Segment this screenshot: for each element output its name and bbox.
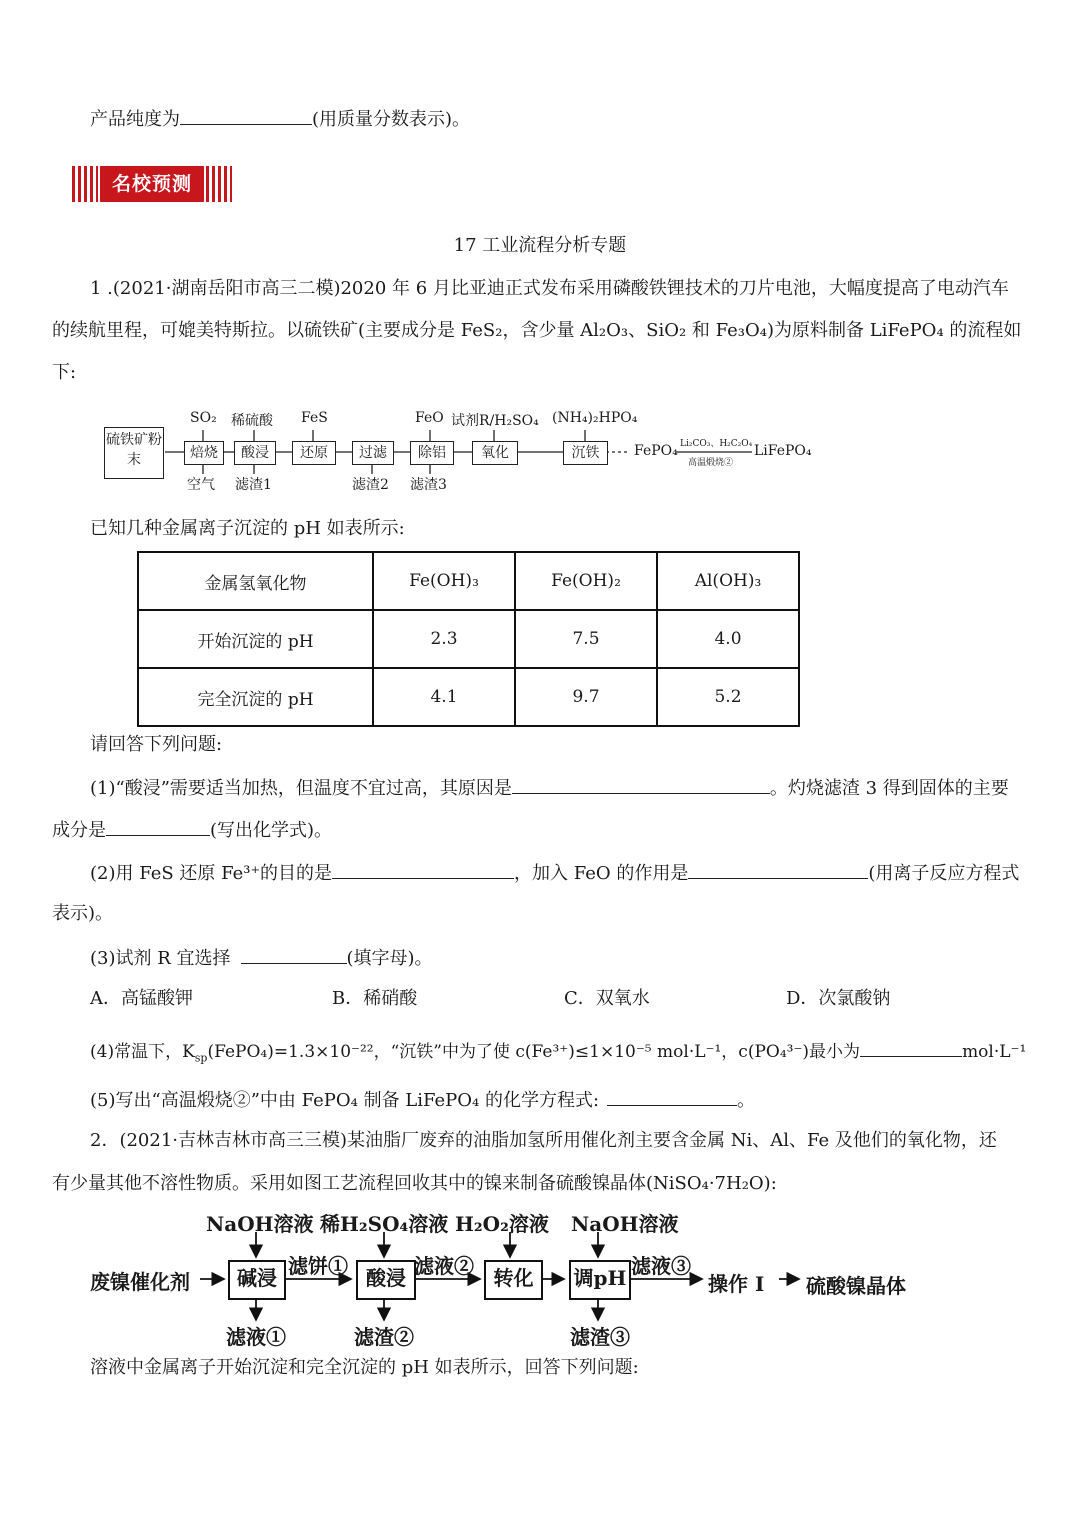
table-header: Fe(OH)₃ bbox=[373, 552, 515, 610]
q1-intro-line2: 的续航里程，可媲美特斯拉。以硫铁矿(主要成分是 FeS₂，含少量 Al₂O₃、SiO₂ 和 Fe₃O₄)为原料制备 LiFePO₄ 的流程如 bbox=[52, 320, 1022, 341]
flow-input-so2: SO₂ bbox=[190, 410, 217, 426]
sub4-unit: mol·L⁻¹ bbox=[962, 1042, 1027, 1062]
table-cell: 2.3 bbox=[373, 610, 515, 668]
option-b[interactable]: B．稀硝酸 bbox=[332, 988, 418, 1009]
table-cell: 5.2 bbox=[657, 668, 799, 726]
flow-input-reagent-r: 试剂R/H₂SO₄ bbox=[451, 413, 539, 429]
answer-blank[interactable] bbox=[106, 817, 210, 836]
flow-reagent-top: Li₂CO₃、H₂C₂O₄ bbox=[680, 439, 753, 449]
q2-product: 硫酸镍晶体 bbox=[806, 1274, 906, 1298]
q2-step-acid-leach: 酸浸 bbox=[356, 1260, 416, 1300]
q2-input-naoh-2: NaOH溶液 bbox=[571, 1212, 679, 1236]
q2-input-h2o2: H₂O₂溶液 bbox=[455, 1212, 549, 1236]
q1-sub1-line1 bbox=[90, 775, 1009, 801]
q1-sub3 bbox=[90, 945, 433, 971]
sub1-text-c: 成分是 bbox=[52, 820, 106, 841]
flow-start-box: 硫铁矿粉末 bbox=[104, 427, 164, 479]
flow-bottom-residue3: 滤渣3 bbox=[410, 477, 447, 493]
sub2-text-b: ，加入 FeO 的作用是 bbox=[514, 863, 689, 884]
sub1-text-a: (1)“酸浸”需要适当加热，但温度不宜过高，其原因是 bbox=[90, 778, 512, 799]
answer-blank[interactable] bbox=[607, 1087, 737, 1106]
table-cell: 9.7 bbox=[515, 668, 657, 726]
banner-label: 名校预测 bbox=[100, 166, 204, 202]
q1-flow-diagram bbox=[0, 400, 1080, 500]
table-header-row bbox=[138, 552, 799, 610]
table-cell: 4.1 bbox=[373, 668, 515, 726]
q1-sub2-line1 bbox=[90, 860, 1019, 886]
flow-step-roast: 焙烧 bbox=[184, 441, 224, 465]
purity-tail: (用质量分数表示)。 bbox=[312, 109, 471, 130]
option-d[interactable]: D．次氯酸钠 bbox=[786, 988, 891, 1009]
q2-step-alkali-leach: 碱浸 bbox=[228, 1260, 286, 1300]
sub2-text-c: (用离子反应方程式 bbox=[868, 863, 1020, 884]
q2-bottom-filtrate1: 滤液① bbox=[226, 1325, 286, 1349]
q1-sub2-line2: 表示)。 bbox=[52, 903, 114, 924]
flow-product-lifepo4: LiFePO₄ bbox=[754, 443, 812, 459]
table-header: 金属氢氧化物 bbox=[138, 552, 373, 610]
table-header: Al(OH)₃ bbox=[657, 552, 799, 610]
flow-step-filter: 过滤 bbox=[352, 441, 394, 465]
sub1-text-d: (写出化学式)。 bbox=[210, 820, 333, 841]
flow-input-feo: FeO bbox=[415, 410, 444, 426]
q2-mid-filtrate2: 滤液② bbox=[414, 1254, 474, 1278]
q2-step-adjust-ph: 调pH bbox=[569, 1260, 631, 1300]
q2-mid-filtrate3: 滤液③ bbox=[631, 1254, 691, 1278]
answer-blank[interactable] bbox=[860, 1038, 962, 1057]
sub5-text-a: (5)写出“高温煅烧②”中由 FePO₄ 制备 LiFePO₄ 的化学方程式: bbox=[90, 1090, 600, 1111]
q1-prompt: 请回答下列问题: bbox=[90, 734, 223, 755]
flow-bottom-residue2: 滤渣2 bbox=[352, 477, 389, 493]
flow-step-acid-leach: 酸浸 bbox=[234, 441, 276, 465]
q2-operation-i: 操作 I bbox=[708, 1272, 765, 1296]
answer-blank[interactable] bbox=[241, 945, 347, 964]
table-cell: 完全沉淀的 pH bbox=[138, 668, 373, 726]
q2-mid-filter-cake1: 滤饼① bbox=[288, 1254, 348, 1278]
q2-input-dilute-h2so4: 稀H₂SO₄溶液 bbox=[320, 1212, 449, 1236]
table-header: Fe(OH)₂ bbox=[515, 552, 657, 610]
q2-after-text: 溶液中金属离子开始沉淀和完全沉淀的 pH 如表所示，回答下列问题: bbox=[90, 1357, 639, 1378]
purity-line bbox=[90, 106, 470, 132]
q1-sub5 bbox=[90, 1087, 755, 1113]
q2-flow-start: 废镍催化剂 bbox=[90, 1270, 190, 1294]
table-row bbox=[138, 610, 799, 668]
ph-table bbox=[137, 551, 800, 727]
q2-intro-line2: 有少量其他不溶性物质。采用如图工艺流程回收其中的镍来制备硫酸镍晶体(NiSO₄·7H₂O): bbox=[52, 1173, 777, 1194]
flow-fepo4: FePO₄ bbox=[634, 443, 678, 459]
flow-step-oxidize: 氧化 bbox=[472, 441, 518, 465]
flow-input-nh4-hpo4: (NH₄)₂HPO₄ bbox=[552, 410, 638, 426]
option-c[interactable]: C．双氧水 bbox=[564, 988, 650, 1009]
sub3-text-b: (填字母)。 bbox=[346, 948, 433, 969]
answer-blank[interactable] bbox=[332, 860, 514, 879]
sub5-text-b: 。 bbox=[737, 1090, 756, 1111]
q1-intro-line3: 下: bbox=[52, 362, 77, 383]
section-banner bbox=[72, 166, 232, 202]
q2-flow-diagram bbox=[0, 1200, 1080, 1355]
flow-reagent-bottom: 高温煅烧② bbox=[688, 458, 734, 468]
flow-step-reduce: 还原 bbox=[292, 441, 336, 465]
sub2-text-a: (2)用 FeS 还原 Fe³⁺的目的是 bbox=[90, 863, 333, 884]
purity-label: 产品纯度为 bbox=[90, 109, 180, 130]
answer-blank[interactable] bbox=[688, 860, 868, 879]
table-row bbox=[138, 668, 799, 726]
sub4-text-a: (4)常温下，K bbox=[90, 1042, 195, 1062]
sub3-text-a: (3)试剂 R 宜选择 bbox=[90, 948, 231, 969]
q2-step-convert: 转化 bbox=[484, 1260, 543, 1300]
flow-bottom-air: 空气 bbox=[187, 477, 215, 493]
sub4-subscript: sp bbox=[194, 1051, 208, 1065]
sub1-text-b: 。灼烧滤渣 3 得到固体的主要 bbox=[769, 778, 1009, 799]
flow-bottom-residue1: 滤渣1 bbox=[235, 477, 272, 493]
q2-bottom-residue2: 滤渣② bbox=[354, 1325, 414, 1349]
sub4-text-b: (FePO₄)=1.3×10⁻²²，“沉铁”中为了使 c(Fe³⁺)≤1×10⁻⁵ mol·L⁻¹，c(PO₄³⁻)最小为 bbox=[207, 1042, 861, 1062]
flow-input-dilute-h2so4: 稀硫酸 bbox=[231, 413, 273, 429]
q1-sub4 bbox=[90, 1038, 1026, 1064]
flow-step-remove-al: 除铝 bbox=[410, 441, 454, 465]
q1-intro-line1: 1 .(2021·湖南岳阳市高三二模)2020 年 6 月比亚迪正式发布采用磷酸铁锂技术的刀片电池，大幅度提高了电动汽车 bbox=[90, 278, 1009, 299]
table-cell: 7.5 bbox=[515, 610, 657, 668]
table-cell: 4.0 bbox=[657, 610, 799, 668]
page-title: 17 工业流程分析专题 bbox=[453, 235, 627, 256]
table-intro: 已知几种金属离子沉淀的 pH 如表所示: bbox=[90, 518, 405, 539]
q2-input-naoh-1: NaOH溶液 bbox=[206, 1212, 314, 1236]
flow-step-precip-fe: 沉铁 bbox=[563, 441, 608, 465]
option-a[interactable]: A．高锰酸钾 bbox=[90, 988, 193, 1009]
q1-sub1-line2 bbox=[52, 817, 332, 843]
flow-input-fes: FeS bbox=[301, 410, 328, 426]
banner-stripes-left bbox=[72, 166, 98, 202]
banner-stripes-right bbox=[206, 166, 232, 202]
answer-blank[interactable] bbox=[512, 775, 770, 794]
q2-intro-line1: 2．(2021·吉林吉林市高三三模)某油脂厂废弃的油脂加氢所用催化剂主要含金属 Ni、Al、Fe 及他们的氧化物，还 bbox=[90, 1130, 997, 1151]
q2-bottom-residue3: 滤渣③ bbox=[570, 1325, 630, 1349]
table-cell: 开始沉淀的 pH bbox=[138, 610, 373, 668]
answer-blank[interactable] bbox=[180, 106, 312, 125]
